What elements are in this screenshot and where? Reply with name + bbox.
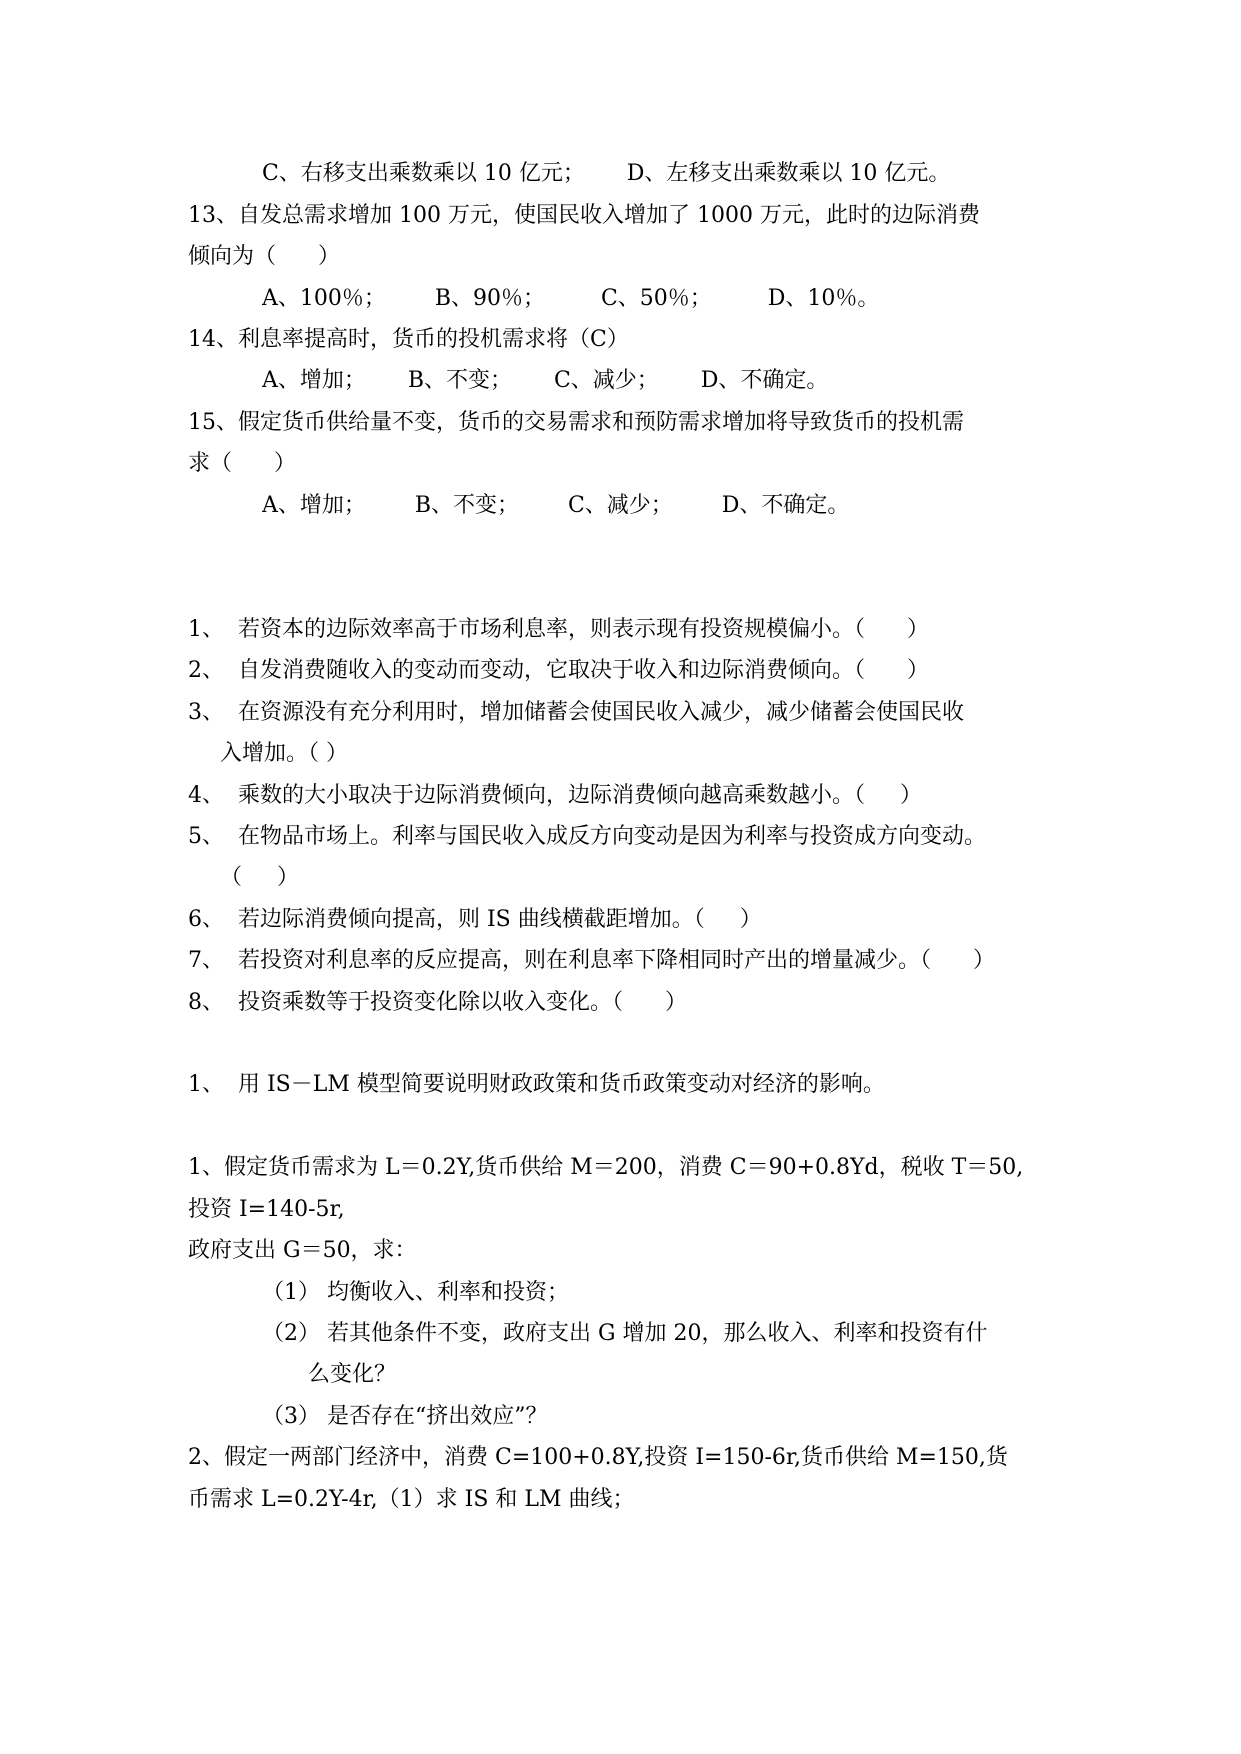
judge-item-5-line1: 5、 在物品市场上。利率与国民收入成反方向变动是因为利率与投资成方向变动。 xyxy=(188,824,986,849)
calc-problem-1-line2: 投资 I=140-5r, xyxy=(188,1197,345,1222)
q15-stem-line1: 15、假定货币供给量不变，货币的交易需求和预防需求增加将导致货币的投机需 xyxy=(188,410,964,435)
q14-options: A、增加； B、不变； C、减少； D、不确定。 xyxy=(262,368,829,393)
q15-stem-line2: 求（ ） xyxy=(188,451,296,476)
judge-item-1: 1、 若资本的边际效率高于市场利息率，则表示现有投资规模偏小。（ ） xyxy=(188,617,929,642)
judge-item-8: 8、 投资乘数等于投资变化除以收入变化。（ ） xyxy=(188,990,687,1015)
judge-item-3-line2: 入增加。（ ） xyxy=(220,741,348,766)
calc-problem-1-line3: 政府支出 G＝50，求： xyxy=(188,1238,417,1263)
calc-problem-1-line1: 1、假定货币需求为 L＝0.2Y,货币供给 M＝200，消费 C＝90+0.8Yd，税收 T＝50, xyxy=(188,1155,1024,1180)
judge-item-7: 7、 若投资对利息率的反应提高，则在利息率下降相同时产出的增量减少。（ ） xyxy=(188,948,995,973)
judge-item-2: 2、 自发消费随收入的变动而变动，它取决于收入和边际消费倾向。（ ） xyxy=(188,658,929,683)
q12-options-cd: C、右移支出乘数乘以 10 亿元； D、左移支出乘数乘以 10 亿元。 xyxy=(262,161,951,186)
calc-problem-1-sub3: （3） 是否存在“挤出效应”？ xyxy=(262,1404,548,1429)
calc-problem-2-line2: 币需求 L=0.2Y-4r,（1）求 IS 和 LM 曲线； xyxy=(188,1487,635,1512)
calc-problem-1-sub1: （1） 均衡收入、利率和投资； xyxy=(262,1280,569,1305)
q13-stem-line2: 倾向为（ ） xyxy=(188,244,340,269)
section2-heading xyxy=(188,569,1091,609)
section3-heading xyxy=(188,1024,1091,1064)
calc-problem-1-sub2-line2: 么变化？ xyxy=(308,1362,397,1387)
q15-options: A、增加； B、不变； C、减少； D、不确定。 xyxy=(262,493,850,518)
judge-item-6: 6、 若边际消费倾向提高，则 IS 曲线横截距增加。（ ） xyxy=(188,907,762,932)
analysis-item-1: 1、 用 IS－LM 模型简要说明财政政策和货币政策变动对经济的影响。 xyxy=(188,1072,885,1097)
q13-stem-line1: 13、自发总需求增加 100 万元，使国民收入增加了 1000 万元，此时的边际消费 xyxy=(188,203,980,228)
judge-item-3-line1: 3、 在资源没有充分利用时，增加储蓄会使国民收入减少，减少储蓄会使国民收 xyxy=(188,700,964,725)
judge-item-4: 4、 乘数的大小取决于边际消费倾向，边际消费倾向越高乘数越小。（ ） xyxy=(188,783,922,808)
calc-problem-2-line1: 2、假定一两部门经济中，消费 C=100+0.8Y,投资 I=150-6r,货币供给 M=150,货 xyxy=(188,1445,1008,1470)
calc-problem-1-sub2-line1: （2） 若其他条件不变，政府支出 G 增加 20，那么收入、利率和投资有什 xyxy=(262,1321,988,1346)
q13-options: A、100％； B、90％； C、50％； D、10％。 xyxy=(262,286,880,311)
q14-stem: 14、利息率提高时，货币的投机需求将（C） xyxy=(188,327,629,352)
section4-heading xyxy=(188,1107,1091,1147)
judge-item-5-line2: （ ） xyxy=(220,865,299,890)
